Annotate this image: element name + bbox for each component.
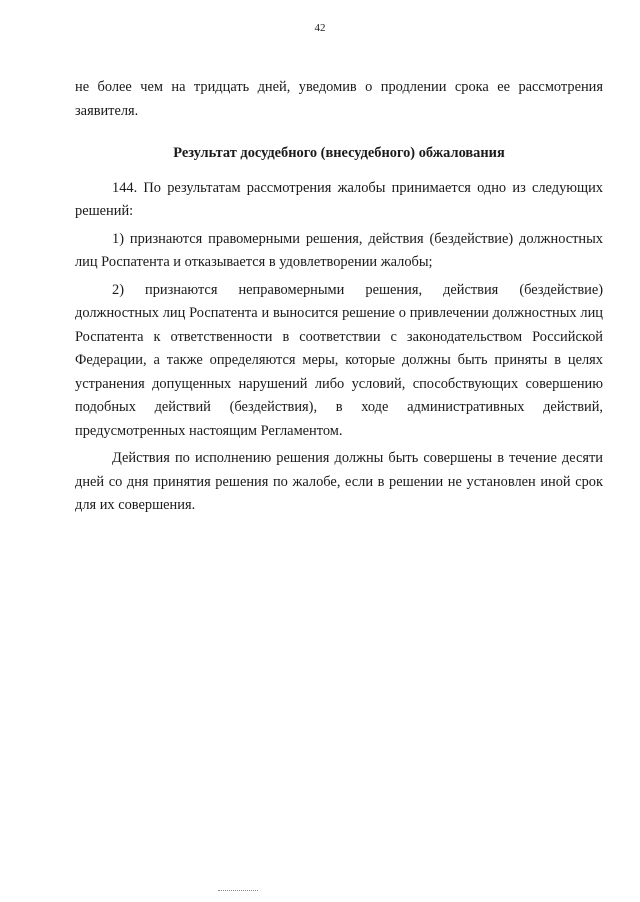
paragraph-144: 144. По результатам рассмотрения жалобы принимается одно из следующих решений:	[75, 179, 603, 219]
list-item-2: 2) признаются неправомерными решения, действия (бездействие) должностных лиц Роспатента и выносится решение о привлечении должностных лиц Роспатента к ответственности в соответствии с законодательством Российской Федерации, а также определяются меры, которые должны быть приняты в целях устранения допущенных нарушений либо условий, способствующих совершению подобных действий (бездействия), в ходе административных действий, предусмотренных настоящим Регламентом.	[75, 281, 603, 439]
continuation-paragraph: не более чем на тридцать дней, уведомив о продлении срока ее рассмотрения заявителя.	[75, 79, 603, 119]
final-paragraph: Действия по исполнению решения должны быть совершены в течение десяти дней со дня принятия решения по жалобе, если в решении не установлен иной срок для их совершения.	[75, 450, 603, 513]
scan-artifact-line	[218, 890, 258, 893]
section-heading: Результат досудебного (внесудебного) обжалования	[173, 145, 505, 161]
document-body	[75, 76, 603, 518]
page-number: 42	[314, 22, 326, 34]
list-item-1: 1) признаются правомерными решения, действия (бездействие) должностных лиц Роспатента и отказывается в удовлетворении жалобы;	[75, 230, 603, 270]
